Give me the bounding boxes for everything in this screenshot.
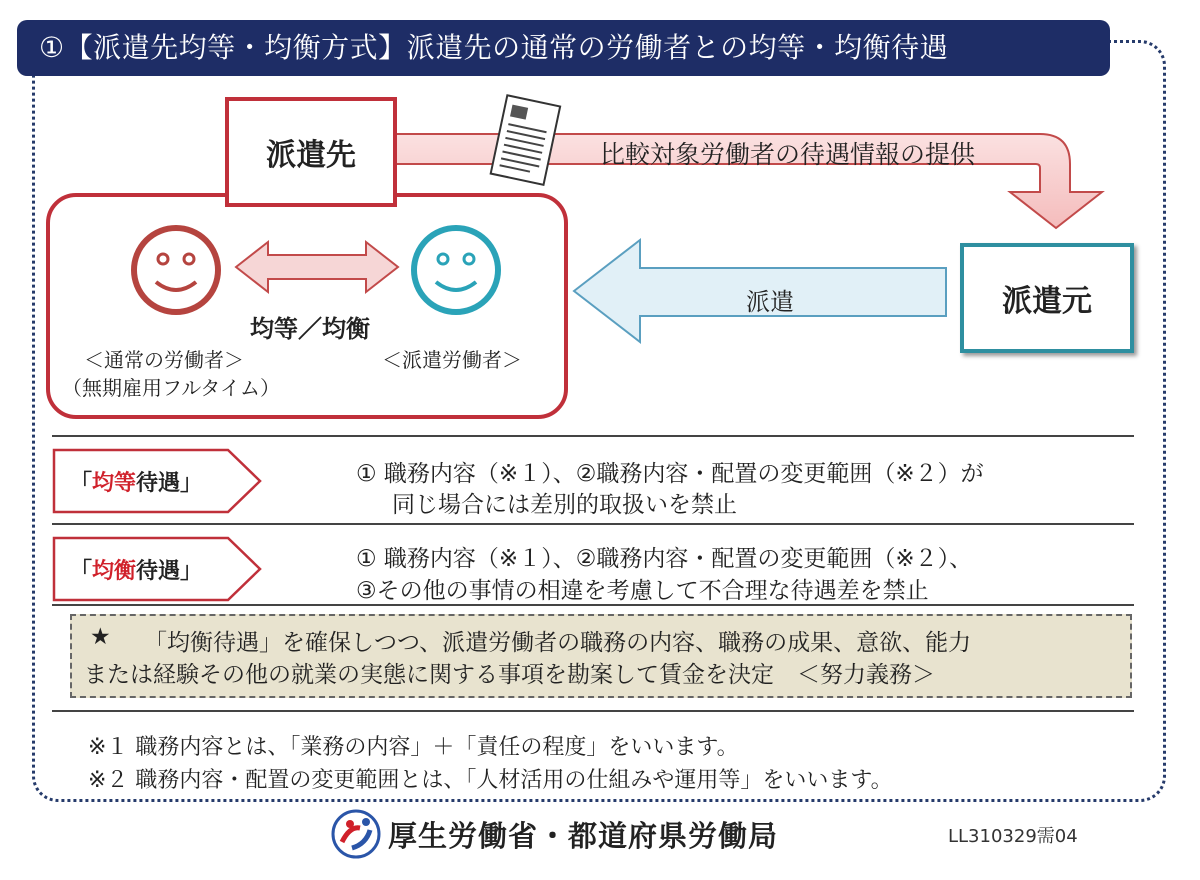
effort-line2: または経験その他の就業の実態に関する事項を勘案して賃金を決定 ＜努力義務＞ xyxy=(84,662,935,688)
double-arrow xyxy=(232,238,402,296)
badge-emphasis: 均等 xyxy=(92,471,137,496)
regular-worker-sub-label: （無期雇用フルタイム） xyxy=(62,376,280,400)
balanced-treatment-line1: ① 職務内容（※１）、②職務内容・配置の変更範囲（※２）、 xyxy=(356,546,973,572)
dispatched-worker-face-icon xyxy=(408,222,504,318)
divider xyxy=(52,435,1134,437)
dispatched-worker-label: ＜派遣労働者＞ xyxy=(382,348,522,372)
badge-bracket: 「 xyxy=(70,471,93,496)
note-2: ※２ 職務内容・配置の変更範囲とは、「人材活用の仕組みや運用等」をいいます。 xyxy=(88,768,893,793)
divider xyxy=(52,523,1134,525)
balanced-treatment-label xyxy=(70,554,202,585)
badge-emphasis: 均衡 xyxy=(92,559,137,584)
note-1: ※１ 職務内容とは、「業務の内容」＋「責任の程度」をいいます。 xyxy=(88,735,739,760)
ministry-logo-icon xyxy=(330,808,382,860)
dispatch-agency-label: 派遣元 xyxy=(1002,284,1092,319)
equal-treatment-line2: 同じ場合には差別的取扱いを禁止 xyxy=(392,492,737,518)
balanced-treatment-line2: ③その他の事情の相違を考慮して不合理な待遇差を禁止 xyxy=(356,578,929,604)
host-company-label: 派遣先 xyxy=(266,138,356,173)
ministry-name: 厚生労働省・都道府県労働局 xyxy=(388,819,779,853)
effort-line1: 「均衡待遇」を確保しつつ、派遣労働者の職務の内容、職務の成果、意欲、能力 xyxy=(144,630,972,656)
badge-bracket: 「 xyxy=(70,559,93,584)
page-title: ①【派遣先均等・均衡方式】派遣先の通常の労働者との均等・均衡待遇 xyxy=(17,20,1110,76)
document-icon xyxy=(480,92,570,192)
divider xyxy=(52,710,1134,712)
document-code: LL310329需04 xyxy=(948,826,1078,847)
dispatch-agency-box xyxy=(960,243,1134,353)
equal-treatment-line1: ① 職務内容（※１）、②職務内容・配置の変更範囲（※２）が xyxy=(356,461,984,487)
host-company-box xyxy=(225,97,397,207)
badge-rest: 待遇」 xyxy=(136,559,203,584)
star-icon: ★ xyxy=(90,624,111,650)
dispatch-label: 派遣 xyxy=(746,288,794,316)
regular-worker-label: ＜通常の労働者＞ xyxy=(84,348,244,372)
equal-treatment-label xyxy=(70,466,202,497)
regular-worker-face-icon xyxy=(128,222,224,318)
info-provision-label: 比較対象労働者の待遇情報の提供 xyxy=(600,140,976,169)
balance-label: 均等／均衡 xyxy=(250,315,370,343)
badge-rest: 待遇」 xyxy=(136,471,203,496)
